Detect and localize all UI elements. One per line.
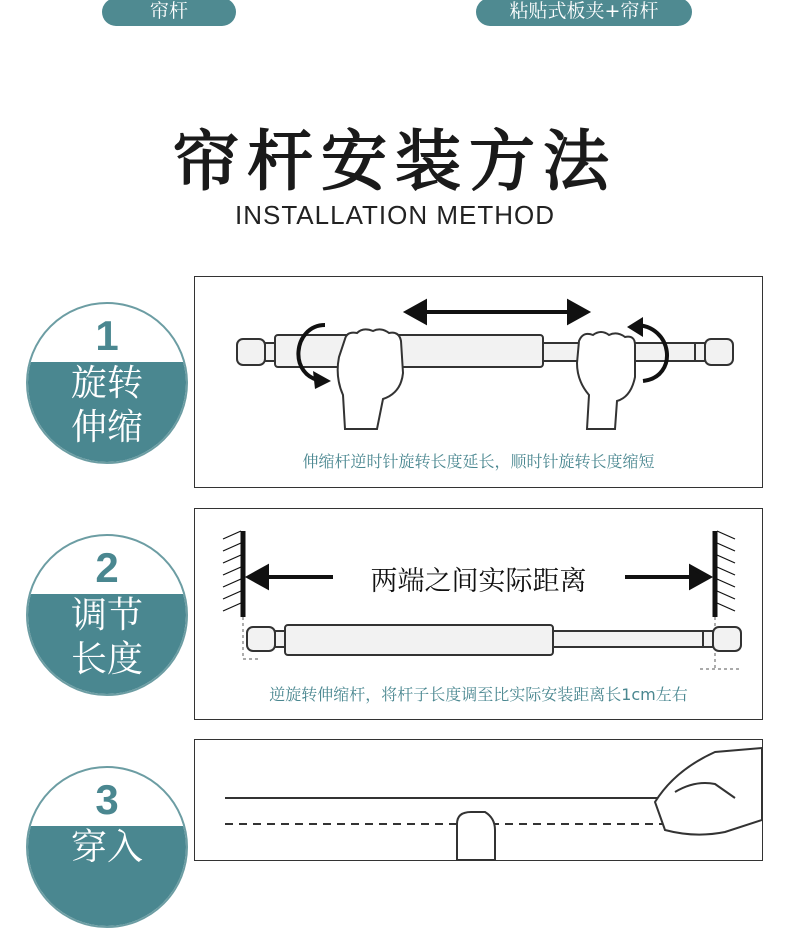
rotate-arrowhead-right (627, 317, 643, 337)
page-title: 帘杆安装方法 (173, 123, 617, 200)
curtain-fabric (457, 812, 495, 860)
step-title-line1: 穿入 (70, 827, 143, 868)
step-2-illustration-panel (194, 508, 763, 720)
threading-illustration (195, 740, 762, 860)
step-title-line1: 旋转 (70, 363, 143, 404)
extend-arrow (407, 302, 587, 322)
rotate-arrowhead-left (313, 371, 331, 389)
step-title-line2: 长度 (70, 639, 143, 680)
step-title-line1: 调节 (70, 595, 143, 636)
tab-curtain-rod[interactable]: 帘杆 (102, 0, 236, 26)
step-2-caption: 逆旋转伸缩杆，将杆子长度调至比实际安装距离长1cm左右 (269, 685, 688, 704)
left-hand (338, 329, 403, 429)
step-number: 3 (95, 776, 119, 823)
rod (225, 798, 665, 824)
rod (237, 335, 733, 367)
hand (655, 748, 762, 835)
step-badge-2 (26, 534, 184, 694)
page-subtitle: INSTALLATION METHOD (235, 200, 555, 230)
right-hand (577, 332, 635, 429)
rod (247, 625, 741, 655)
step-3-illustration-panel (194, 739, 763, 861)
step-badge-3 (26, 766, 184, 926)
step-title-line2: 伸缩 (70, 407, 143, 448)
step-badge-1 (26, 302, 184, 462)
step-number: 2 (95, 544, 119, 591)
distance-label: 两端之间实际距离 (370, 566, 587, 597)
tab-adhesive-clip-rod[interactable]: 粘贴式板夹+帘杆 (476, 0, 692, 26)
step-1-caption: 伸缩杆逆时针旋转长度延长，顺时针旋转长度缩短 (302, 452, 655, 471)
step-1-illustration-panel (194, 276, 763, 488)
step-number: 1 (95, 312, 119, 359)
